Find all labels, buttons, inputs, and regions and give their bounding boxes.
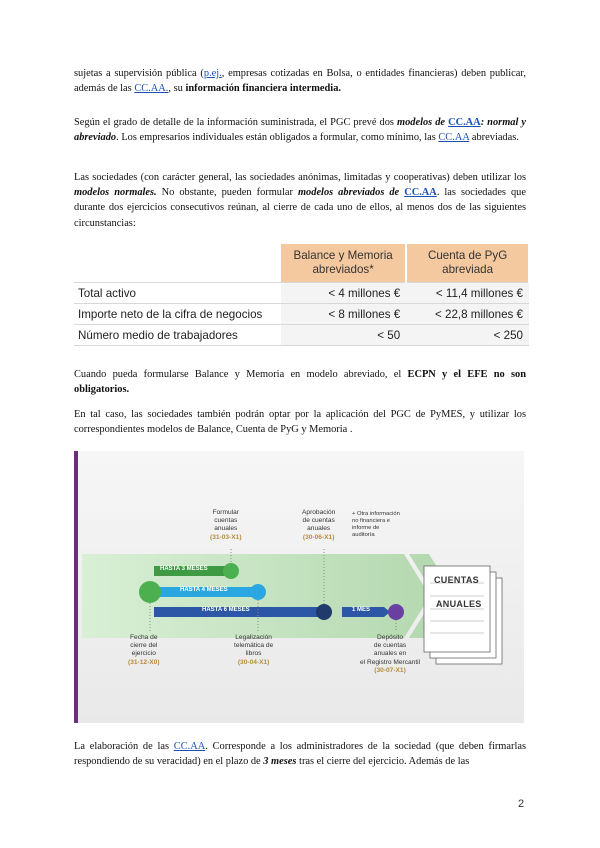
bold-text: modelos normales. [74,187,157,199]
text: Las sociedades (con carácter general, las sociedades anónimas, limitadas y cooperativas) deben utilizar los [74,172,526,183]
bold-text: 3 meses [263,756,297,768]
table-header-row [74,244,529,283]
link-ccaa[interactable]: CC.AA [438,132,470,144]
doc-label-cuentas: CUENTAS [434,575,479,585]
text: La elaboración de las [74,741,174,752]
paragraph-1 [74,66,526,96]
label-fecha-cierre: Fecha de cierre del ejercicio (31-12-X0) [128,634,160,666]
paragraph-6 [74,739,526,769]
table-row [74,325,529,346]
header-empty-cell [74,244,281,283]
text: Según el grado de detalle de la información suministrada, el PGC prevé dos [74,117,397,128]
bold-text: información financiera intermedia. [185,83,341,95]
label-deposito: Depósito de cuentas anuales en el Registro Mercantil (30-07-X1) [360,634,421,674]
circle-formular [223,563,239,579]
text: Cuando pueda formularse Balance y Memoria en modelo abreviado, el [74,369,408,380]
row-label: Importe neto de la cifra de negocios [74,304,281,325]
link-ccaa[interactable]: CC.AA [173,741,206,752]
row-value-pyg: < 11,4 millones € [406,283,529,304]
table-row [74,304,529,325]
text: . las sociedades que durante dos ejercicios consecutivos reúnan, al cierre de cada uno de ellos, al menos dos de las siguientes circunstancias: [74,187,526,229]
header-balance-memoria: Balance y Memoria abreviados* [281,244,406,283]
label-hasta-6-meses: HASTA 6 MESES [202,607,250,613]
text: tras el cierre del ejercicio. Además de las [296,756,470,768]
circle-aprobacion [316,604,332,620]
circle-deposito [388,604,404,620]
text: , su [168,83,186,95]
text: sujetas a supervisión pública ( [74,68,204,79]
row-value-balance: < 4 millones € [281,283,406,304]
text: , empresas cotizadas en Bolsa, o entidades financieras) deben publicar, además de las [74,68,526,95]
label-formular: Formular cuentas anuales (31-03-X1) [210,509,242,541]
circle-fecha-cierre [139,581,161,603]
link-ccaa[interactable]: CC.AA [404,187,437,199]
paragraph-3 [74,170,526,231]
row-label: Total activo [74,283,281,304]
label-hasta-4-meses: HASTA 4 MESES [180,587,228,593]
bold-text: : normal y abreviado [74,117,526,144]
header-cuenta-pyg: Cuenta de PyG abreviada [406,244,529,283]
text: En tal caso, las sociedades también podrán optar por la aplicación del PGC de PyMES, y utilizar los correspondientes modelos de Balance, Cuenta de PyG y Memoria . [74,409,526,436]
label-otra-informacion: + Otra información no financiera e informe de auditoría [352,511,400,538]
figure-left-border [74,451,78,723]
text: . Los empresarios individuales están obligados a formular, como mínimo, las [116,132,439,144]
paragraph-4 [74,367,526,397]
text: . Corresponde a los administradores de la sociedad (que deben firmarlas respondiendo de su veracidad) en el plazo de [74,741,526,768]
bold-text: modelos de [396,117,449,128]
row-value-pyg: < 22,8 millones € [406,304,529,325]
timeline-figure [74,451,524,723]
timeline-graphic [74,451,524,723]
link-pej[interactable]: p.ej. [203,68,222,79]
label-1-mes: 1 MES [352,607,371,613]
text: No obstante, pueden formular [156,187,298,199]
text: abreviadas. [469,132,519,144]
label-hasta-3-meses: HASTA 3 MESES [160,566,208,572]
row-label: Número medio de trabajadores [74,325,281,346]
row-value-balance: < 50 [281,325,406,346]
link-ccaa[interactable]: CC.AA. [134,83,169,95]
table-row [74,283,529,304]
paragraph-2 [74,115,526,145]
circle-legalizacion [250,584,266,600]
bold-text: modelos abreviados de [297,187,405,199]
link-ccaa[interactable]: CC.AA [448,117,481,128]
doc-label-anuales: ANUALES [436,599,482,609]
bold-text: ECPN y el EFE no son obligatorios. [74,369,526,396]
row-value-balance: < 8 millones € [281,304,406,325]
label-aprobacion: Aprobación de cuentas anuales (30-06-X1) [302,509,336,541]
page-number: 2 [518,798,525,810]
label-legalizacion: Legalización telemática de libros (30-04-X1) [234,634,274,666]
row-value-pyg: < 250 [406,325,529,346]
paragraph-5 [74,407,526,437]
thresholds-table [74,244,530,346]
